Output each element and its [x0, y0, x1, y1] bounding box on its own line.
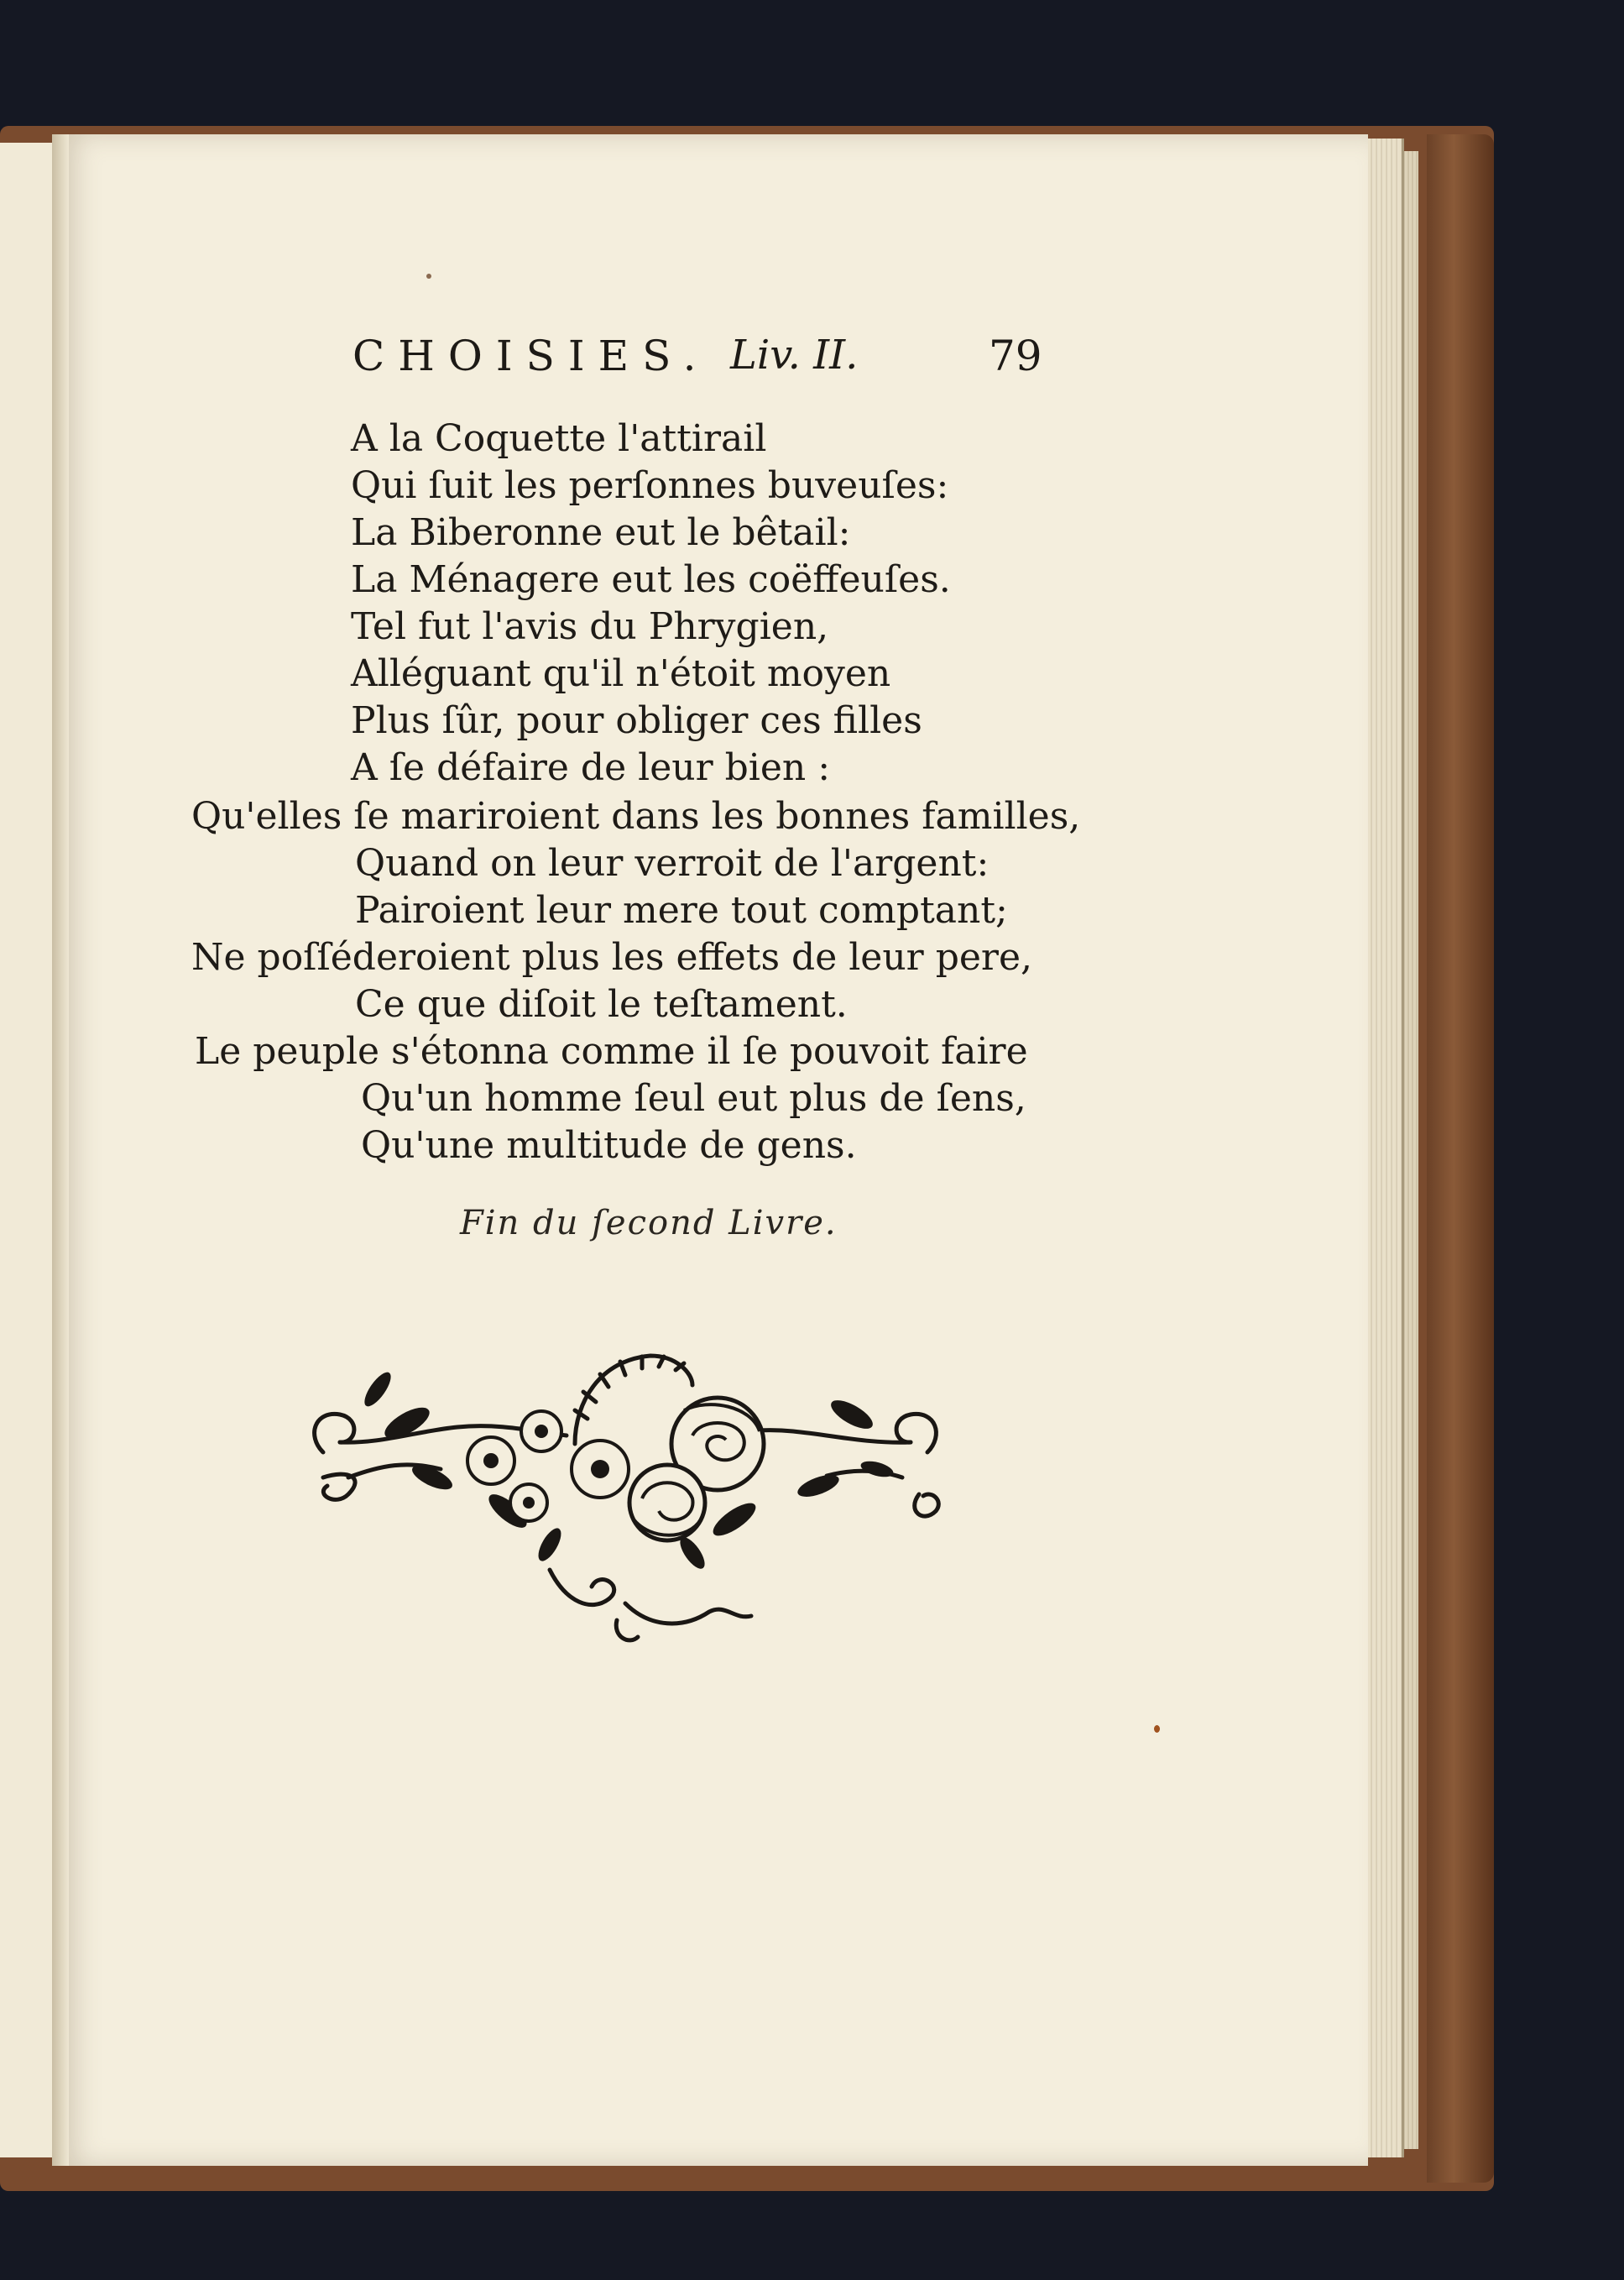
floral-vignette-icon	[298, 1352, 953, 1662]
verse-line: La Biberonne eut le bêtail:	[351, 511, 851, 554]
verse-line: Plus ſûr, pour obliger ces filles	[351, 699, 922, 742]
verse-line: Ce que diſoit le teſtament.	[355, 983, 848, 1026]
verse-line: Qui ſuit les perſonnes buveuſes:	[351, 464, 949, 507]
verse-line: Le peuple s'étonna comme il ſe pouvoit faire	[195, 1030, 1028, 1073]
verse-line: Qu'elles ſe mariroient dans les bonnes familles,	[191, 795, 1081, 838]
page-number: 79	[989, 332, 1042, 380]
running-head: CHOISIES.	[352, 332, 710, 380]
verse-line: A la Coquette l'attirail	[351, 417, 767, 460]
paper-speck	[1154, 1725, 1160, 1733]
closing-line: Fin du ſecond Livre.	[460, 1204, 838, 1242]
book-reference: Liv. II.	[730, 332, 859, 379]
running-header	[352, 332, 1042, 390]
verse-line: Tel fut l'avis du Phrygien,	[351, 605, 829, 648]
verse-line: Quand on leur verroit de l'argent:	[355, 842, 990, 885]
verse-line: Ne poſſéderoient plus les effets de leur pere,	[191, 936, 1032, 979]
verse-line: Alléguant qu'il n'étoit moyen	[351, 652, 891, 695]
book-page	[59, 134, 1368, 2166]
verse-line: Qu'un homme ſeul eut plus de ſens,	[361, 1077, 1026, 1120]
page-gutter	[52, 134, 69, 2166]
book-cover-edge	[1427, 134, 1494, 2183]
paper-speck	[426, 274, 431, 279]
verse-line: A ſe défaire de leur bien :	[351, 746, 831, 789]
verse-line: La Ménagere eut les coëffeuſes.	[351, 558, 951, 601]
verse-line: Pairoient leur mere tout comptant;	[355, 889, 1008, 932]
verse-line: Qu'une multitude de gens.	[361, 1124, 857, 1167]
